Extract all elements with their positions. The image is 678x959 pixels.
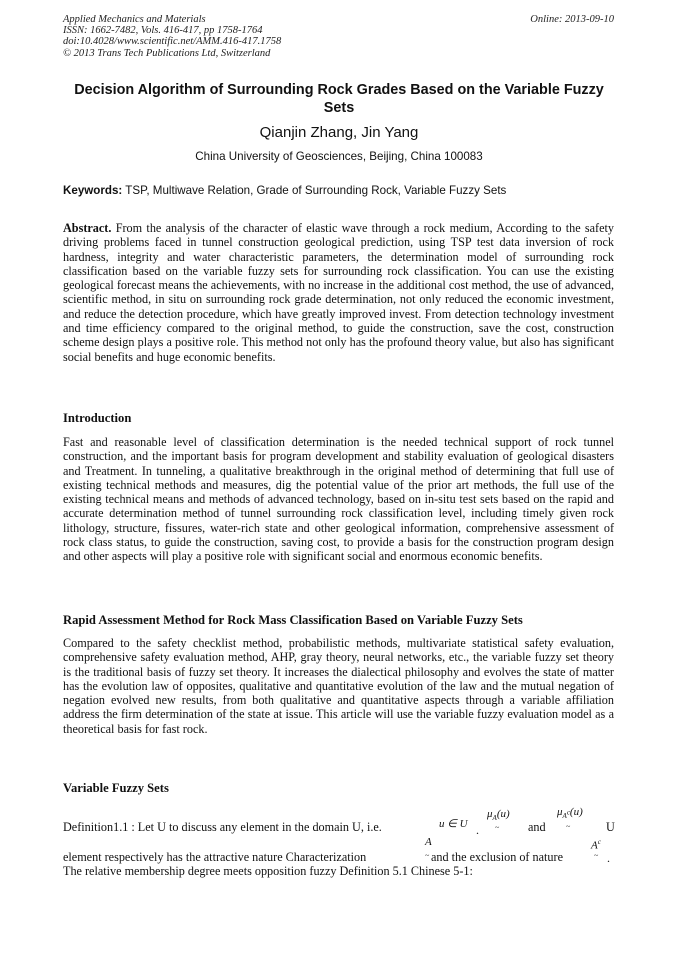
definition-line-2b: and the exclusion of nature xyxy=(431,850,563,864)
mu-argument: (u) xyxy=(569,806,583,818)
mu-Ac-formula xyxy=(557,806,583,822)
superscript-c: c xyxy=(597,838,601,846)
definition-line-3: The relative membership degree meets opposition fuzzy Definition 5.1 Chinese 5-1: xyxy=(63,864,473,878)
tilde-mark: ~ xyxy=(495,823,500,832)
introduction-heading: Introduction xyxy=(63,411,132,425)
online-date: Online: 2013-09-10 xyxy=(530,14,614,25)
mu-symbol: μ xyxy=(557,806,563,818)
mu-argument: (u) xyxy=(496,808,510,820)
keywords xyxy=(63,184,615,198)
mu-subscript-A: A xyxy=(492,814,497,823)
affiliation: China University of Geosciences, Beijing, China 100083 xyxy=(195,150,483,163)
abstract-label: Abstract. xyxy=(63,221,112,235)
variable-fuzzy-sets-heading: Variable Fuzzy Sets xyxy=(63,781,169,795)
tilde-mark: ~ xyxy=(566,822,571,831)
sentence-period: . xyxy=(607,851,610,865)
set-A-letter: A xyxy=(591,839,598,852)
keywords-label: Keywords: xyxy=(63,184,123,197)
abstract-text: From the analysis of the character of elastic wave through a rock medium, According to the safety driving problems faced in tunnel construction geological prediction, using TSP test data inversion of rock hardness, integrity and water characteristic parameters, the determination model of surrounding rock classification based on the variable fuzzy sets for surrounding rock classification. You can use the existing geological forecast means the achievements, with no increase in the additional cost method, the use of advanced, scientific method, in situ on surrounding rock grade determination, not only reduced the economic investment, and reduce the detection procedure, which have greatly improved invest. From detection technology investment and time efficiency compared to the original method, to guide the construction, save the cost, construction scheme design plays a positive role. This method not only has the profound theory value, but also has significant social benefits and huge economic benefits. xyxy=(63,221,615,364)
rapid-assessment-text: Compared to the safety checklist method, probabilistic methods, multivariate statistical safety evaluation, comprehensive safety evaluation method, AHP, gray theory, neural networks, etc., the variable fuzzy set theory is the traditional basis of fuzzy set theory. It increases the dialectical philosophy and evolves the state of matter has the evolution law of opposites, qualitative and quantitative evolution of the law and the mutual negation of negation evolved new results, from both qualitative and quantitative aspects through a variable affiliation address the firm determination of the state at issue. This article will use the variable fuzzy evaluation model as a theoretical basis for fast rock. xyxy=(63,636,614,736)
u-in-U-formula: u ∈ U xyxy=(439,818,468,830)
mu-subscript-Ac xyxy=(562,808,570,821)
doi-line[interactable]: doi:10.4028/www.scientific.net/AMM.416-417.1758 xyxy=(63,36,282,48)
rapid-assessment-heading: Rapid Assessment Method for Rock Mass Classification Based on Variable Fuzzy Sets xyxy=(63,613,523,627)
definition-U: U xyxy=(606,820,615,834)
formula-separator: . xyxy=(476,823,479,837)
copyright-line: © 2013 Trans Tech Publications Ltd, Switzerland xyxy=(63,47,271,59)
definition-line-1: Definition1.1 : Let U to discuss any element in the domain U, i.e. xyxy=(63,820,382,834)
definition-line-2a: element respectively has the attractive nature Characterization xyxy=(63,850,367,864)
keywords-text: TSP, Multiwave Relation, Grade of Surrounding Rock, Variable Fuzzy Sets xyxy=(125,184,507,197)
subscript-A: A xyxy=(562,812,567,821)
set-A-symbol: A xyxy=(425,836,432,848)
superscript-c: c xyxy=(566,808,570,817)
set-Ac-symbol xyxy=(591,836,601,852)
abstract xyxy=(63,221,614,364)
and-word: and xyxy=(528,820,546,834)
tilde-mark: ~ xyxy=(594,851,599,860)
issn-line: ISSN: 1662-7482, Vols. 416-417, pp 1758-1764 xyxy=(63,25,263,37)
introduction-text: Fast and reasonable level of classification determination is the needed technical support of rock tunnel construction, and the important basis for program development and stability evaluation of geological disasters and Treatment. In tunneling, a qualitative breakthrough in the original method of determining that full use of existing technical methods and measures, dig the potential value of the prior art methods, the full use of the existing technical means and methods of advanced technology, based on in-situ test sets based on the rapid and accurate determination method of tunnel surrounding rock classification level, including timely given rock lithology, structure, fissures, water-rich state and other geological information, comprehensive assessment of rock class status, to guide the construction, saving cost, to provide a basis for the construction program design and other aspects will play a positive role with significant social and enormous economic benefits. xyxy=(63,435,614,564)
journal-name: Applied Mechanics and Materials xyxy=(63,14,206,25)
tilde-mark: ~ xyxy=(425,851,430,860)
paper-title: Decision Algorithm of Surrounding Rock Grades Based on the Variable Fuzzy Sets xyxy=(74,82,604,116)
authors: Qianjin Zhang, Jin Yang xyxy=(259,124,419,141)
mu-A-formula xyxy=(487,808,510,824)
mu-symbol: μ xyxy=(487,808,493,820)
journal-header xyxy=(63,14,281,59)
